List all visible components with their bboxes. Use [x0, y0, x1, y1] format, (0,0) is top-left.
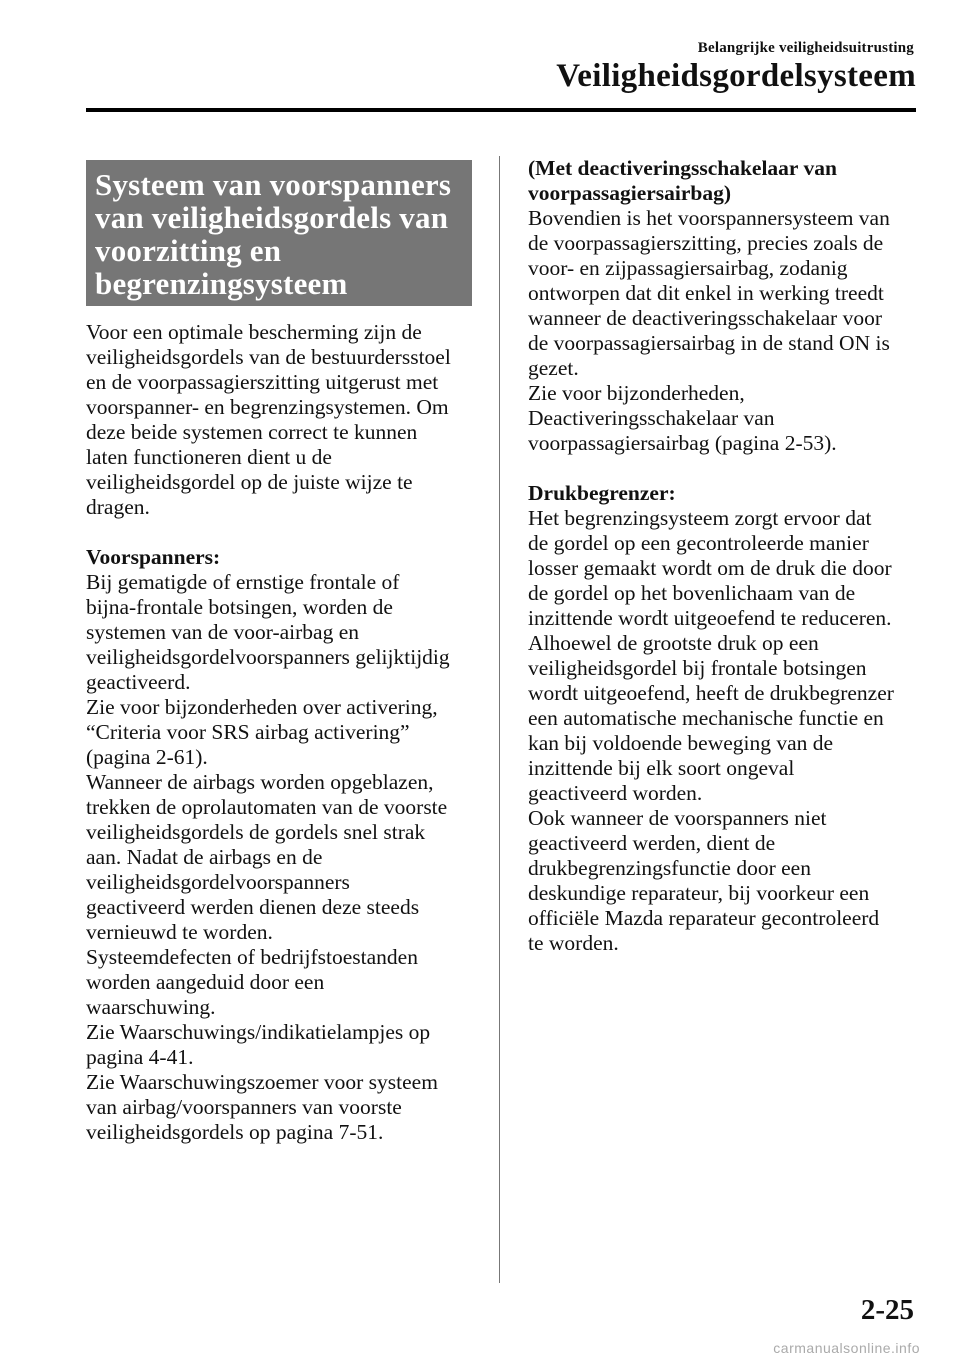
text-line: veiligheidsgordelvoorspanners [86, 870, 350, 894]
text-line: veiligheidsgordelvoorspanners gelijktijdig [86, 645, 450, 669]
section-heading-line: van veiligheidsgordels van [95, 200, 449, 235]
text-line: voor- en zijpassagiersairbag, zodanig [528, 256, 848, 280]
text-line: Alhoewel de grootste druk op een [528, 631, 819, 655]
text-line: geactiveerd worden. [528, 781, 703, 805]
section-heading-box [86, 160, 472, 306]
header-rule [86, 108, 916, 112]
header-chapter-title: Veiligheidsgordelsysteem [556, 58, 916, 94]
intro-paragraph [86, 320, 472, 520]
text-line: ontworpen dat dit enkel in werking treedt [528, 281, 884, 305]
text-line: (pagina 2-61). [86, 745, 208, 769]
text-line: voorspanner- en begrenzingsystemen. Om [86, 395, 449, 419]
limiter-paragraph [528, 481, 920, 956]
text-line: van airbag/voorspanners van voorste [86, 1095, 402, 1119]
text-line: gezet. [528, 356, 579, 380]
text-line: Ook wanneer de voorspanners niet [528, 806, 827, 830]
text-line: te worden. [528, 931, 619, 955]
column-divider [499, 156, 500, 1283]
text-line: bijna-frontale botsingen, worden de [86, 595, 393, 619]
text-line: een automatische mechanische functie en [528, 706, 884, 730]
watermark: carmanualsonline.info [773, 1340, 920, 1356]
text-line: Zie voor bijzonderheden over activering, [86, 695, 438, 719]
text-line: waarschuwing. [86, 995, 216, 1019]
text-line: wordt uitgeoefend, heeft de drukbegrenzer [528, 681, 894, 705]
text-line: inzittende wordt uitgeoefend te reduceren. [528, 606, 892, 630]
text-line: aan. Nadat de airbags en de [86, 845, 323, 869]
text-line: deskundige reparateur, bij voorkeur een [528, 881, 870, 905]
text-line: systemen van de voor-airbag en [86, 620, 360, 644]
limiter-heading: Drukbegrenzer: [528, 481, 676, 505]
text-line: geactiveerd werden, dient de [528, 831, 776, 855]
text-line: Zie voor bijzonderheden, [528, 381, 745, 405]
text-line: losser gemaakt wordt om de druk die door [528, 556, 892, 580]
text-line: de gordel op het bovenlichaam van de [528, 581, 856, 605]
text-line: deze beide systemen correct te kunnen [86, 420, 418, 444]
text-line: dragen. [86, 495, 150, 519]
section-heading-line: Systeem van voorspanners [95, 167, 452, 202]
pretensioners-heading: Voorspanners: [86, 545, 221, 569]
text-line: voorpassagiersairbag (pagina 2-53). [528, 431, 837, 455]
text-line: Voor een optimale bescherming zijn de [86, 320, 422, 344]
text-line: de gordel op een gecontroleerde manier [528, 531, 869, 555]
text-line: pagina 4-41. [86, 1045, 194, 1069]
pretensioners-paragraph [86, 545, 472, 1145]
text-line: Zie Waarschuwings/indikatielampjes op [86, 1020, 431, 1044]
text-line: veiligheidsgordels de gordels snel strak [86, 820, 426, 844]
text-line: drukbegrenzingsfunctie door een [528, 856, 811, 880]
deactivation-heading: (Met deactiveringsschakelaar van [528, 156, 837, 180]
text-line: veiligheidsgordels op pagina 7-51. [86, 1120, 384, 1144]
text-line: en de voorpassagierszitting uitgerust met [86, 370, 439, 394]
text-line: vernieuwd te worden. [86, 920, 273, 944]
text-line: Het begrenzingsysteem zorgt ervoor dat [528, 506, 872, 530]
deactivation-heading: voorpassagiersairbag) [528, 181, 732, 205]
text-line: Zie Waarschuwingszoemer voor systeem [86, 1070, 438, 1094]
text-line: veiligheidsgordel bij frontale botsingen [528, 656, 867, 680]
text-line: de voorpassagiersairbag in de stand ON is [528, 331, 890, 355]
text-line: veiligheidsgordels van de bestuurdersstoel [86, 345, 451, 369]
text-line: kan bij voldoende beweging van de [528, 731, 834, 755]
text-line: de voorpassagierszitting, precies zoals de [528, 231, 884, 255]
text-line: officiële Mazda reparateur gecontroleerd [528, 906, 880, 930]
text-line: geactiveerd. [86, 670, 191, 694]
text-line: Deactiveringsschakelaar van [528, 406, 775, 430]
text-line: veiligheidsgordel op de juiste wijze te [86, 470, 413, 494]
text-line: “Criteria voor SRS airbag activering” [86, 720, 410, 744]
text-line: trekken de oprolautomaten van de voorste [86, 795, 448, 819]
text-line: Wanneer de airbags worden opgeblazen, [86, 770, 434, 794]
text-line: Systeemdefecten of bedrijfstoestanden [86, 945, 418, 969]
text-line: laten functioneren dient u de [86, 445, 332, 469]
left-column [86, 160, 472, 1145]
text-line: Bij gematigde of ernstige frontale of [86, 570, 400, 594]
text-line: Bovendien is het voorspannersysteem van [528, 206, 890, 230]
section-heading-line: begrenzingsysteem [95, 266, 348, 301]
deactivation-paragraph [528, 156, 920, 456]
section-heading-line: voorzitting en [95, 233, 282, 268]
text-line: geactiveerd werden dienen deze steeds [86, 895, 420, 919]
page-number: 2-25 [860, 1294, 914, 1326]
text-line: worden aangeduid door een [86, 970, 325, 994]
text-line: inzittende bij elk soort ongeval [528, 756, 795, 780]
right-column [528, 156, 920, 956]
header-section-label: Belangrijke veiligheidsuitrusting [697, 40, 914, 56]
text-line: wanneer de deactiveringsschakelaar voor [528, 306, 882, 330]
